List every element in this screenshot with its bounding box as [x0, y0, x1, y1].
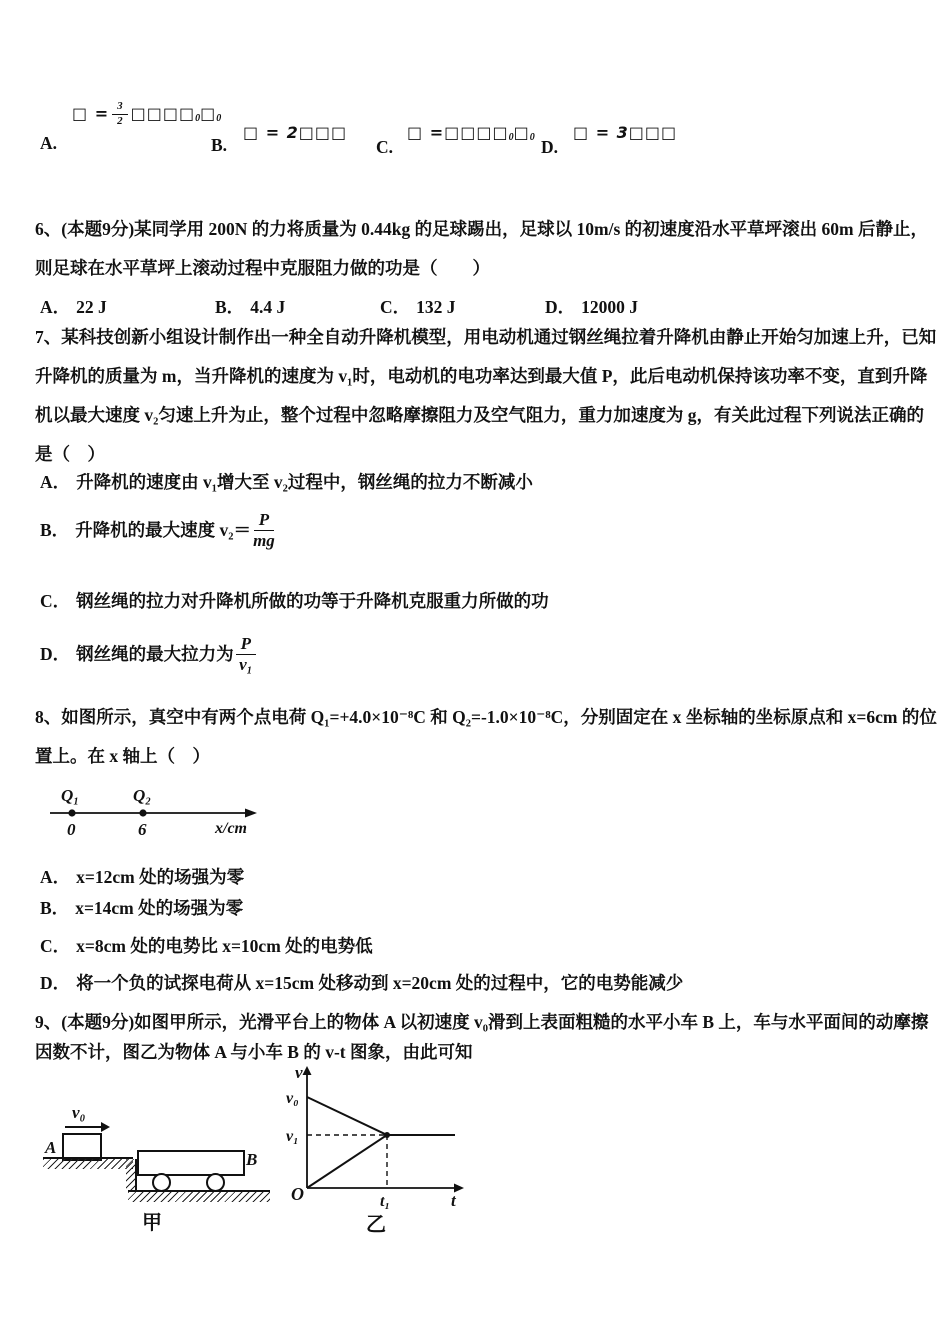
formula-box: □ [513, 123, 530, 142]
charge-q1-label: Q₁ [61, 786, 80, 805]
charge-q2-label: Q₂ [133, 786, 152, 805]
option-text: 12000 J [581, 297, 639, 317]
t1-tick-label: t₁ [380, 1193, 391, 1210]
q6-option-a [40, 296, 107, 318]
charge-axis-diagram [45, 781, 275, 843]
question-9-line-2: 因数不计，图乙为物体 A 与小车 B 的 v-t 图象，由此可知 [35, 1042, 473, 1062]
origin-label: O [291, 1184, 304, 1204]
option-letter: C． [380, 297, 411, 317]
axis-unit-label: x/cm [215, 820, 247, 837]
velocity-arrow-shaft [65, 1126, 103, 1128]
option-text: 4.4 J [250, 297, 286, 317]
accelerating-line-b [307, 1135, 387, 1188]
formula-subscript: 0 [508, 132, 514, 143]
q7-option-c [40, 590, 549, 612]
option-letter: B． [40, 520, 70, 540]
q6-option-d [545, 296, 638, 318]
fraction-denominator: 2 [117, 114, 123, 127]
option-letter: C． [40, 591, 71, 611]
formula-boxes: □□□□ [130, 104, 196, 124]
option-text: 将一个负的试探电荷从 x=15cm 处移动到 x=20cm 处的过程中，它的电势能减少 [76, 973, 684, 993]
platform-step-edge [126, 1159, 137, 1191]
fraction [112, 101, 128, 127]
q5-option-d-label [541, 136, 558, 158]
option-letter: C. [376, 137, 394, 157]
v1-tick-label: v₁ [286, 1128, 299, 1145]
formula-boxes: □□□□ [444, 123, 509, 142]
q5-option-c-formula [407, 122, 535, 144]
option-letter: C． [40, 936, 71, 956]
cart-b [137, 1150, 245, 1176]
q5-option-c-label [376, 136, 393, 158]
cart-b-label: B [246, 1150, 258, 1169]
charge-q2-dot [139, 809, 146, 816]
formula-lhs: □ = [72, 104, 110, 124]
option-text: x=12cm 处的场强为零 [76, 867, 245, 887]
option-text: 132 J [416, 297, 456, 317]
v0-tick-label: v₀ [286, 1090, 299, 1107]
q6-option-b [215, 296, 285, 318]
q5-option-a-formula [72, 101, 221, 127]
lower-ground [128, 1190, 270, 1202]
figure-yi-vt-graph [283, 1062, 483, 1212]
option-text: 22 J [76, 297, 107, 317]
q6-option-c [380, 296, 456, 318]
platform-ground [43, 1157, 133, 1169]
q5-option-b-label [211, 134, 227, 156]
question-7-line-4: 是（ ） [35, 444, 105, 464]
question-6-line-2: 则足球在水平草坪上滚动过程中克服阻力做的功是（ ） [35, 258, 490, 278]
option-letter: A． [40, 867, 71, 887]
q5-option-d-formula: □ = 3□□□ [573, 123, 678, 142]
option-text: 升降机的最大速度 v₂＝ [75, 520, 252, 540]
formula-subscript: 0 [529, 132, 535, 143]
option-letter: A． [40, 297, 71, 317]
decelerating-line-a [307, 1097, 387, 1135]
q5-option-b-formula: □ = 2□□□ [243, 123, 348, 142]
fraction-denominator: v₁ [239, 654, 253, 674]
v-axis-arrowhead [303, 1066, 312, 1075]
question-7-line-2: 升降机的质量为 m，当升降机的速度为 v₁时，电动机的电功率达到最大值 P，此后电动机保持该功率不变，直到升降 [35, 366, 928, 386]
question-9-line-1: 9、(本题9分)如图甲所示，光滑平台上的物体 A 以初速度 v₀滑到上表面粗糙的水平小车 B 上，车与水平面间的动摩擦 [35, 1012, 929, 1032]
formula-lhs: □ = [407, 123, 445, 142]
question-8-line-2: 置上。在 x 轴上（ ） [35, 746, 210, 766]
question-7-line-3: 机以最大速度 v₂匀速上升为止，整个过程中忽略摩擦阻力及空气阻力，重力加速度为 g，有关此过程下列说法正确的 [35, 405, 924, 425]
block-a-label: A [45, 1138, 57, 1157]
option-text: x=14cm 处的场强为零 [75, 898, 244, 918]
charge-q1-dot [68, 809, 75, 816]
option-letter: D． [545, 297, 576, 317]
q7-option-a [40, 471, 533, 493]
q7-option-b [40, 502, 275, 558]
option-letter: A. [40, 133, 58, 153]
fraction-numerator: 3 [112, 101, 128, 115]
formula-subscript: 0 [216, 113, 222, 125]
t-axis-label: t [451, 1191, 456, 1210]
question-6-line-1: 6、(本题9分)某同学用 200N 的力将质量为 0.44kg 的足球踢出，足球以 10m/s 的初速度沿水平草坪滚出 60m 后静止， [35, 219, 928, 239]
fraction-denominator: mg [253, 530, 275, 550]
q8-option-b [40, 897, 243, 919]
fraction [236, 635, 256, 674]
v-axis-label: v [295, 1063, 303, 1082]
fraction-numerator: P [254, 511, 274, 531]
option-letter: A． [40, 472, 71, 492]
option-text: 钢丝绳的最大拉力为 [76, 644, 234, 664]
option-letter: B． [40, 898, 70, 918]
option-text: x=8cm 处的电势比 x=10cm 处的电势低 [76, 936, 373, 956]
q7-option-d [40, 626, 256, 682]
tick-0: 0 [67, 820, 76, 839]
meeting-point-dot [384, 1132, 390, 1138]
figure-yi-caption: 乙 [366, 1214, 386, 1236]
q8-option-c [40, 935, 373, 957]
velocity-arrowhead [101, 1122, 110, 1132]
fraction [253, 511, 275, 550]
formula-subscript: 0 [195, 113, 201, 125]
option-text: 升降机的速度由 v₁增大至 v₂过程中，钢丝绳的拉力不断减小 [76, 472, 533, 492]
option-letter: B． [215, 297, 245, 317]
figure-jia [40, 1100, 280, 1234]
q8-option-a [40, 866, 244, 888]
option-letter: D． [40, 644, 71, 664]
v0-velocity-label: v₀ [72, 1103, 86, 1122]
option-letter: D. [541, 137, 559, 157]
formula-box: □ [200, 104, 217, 124]
option-letter: D． [40, 973, 71, 993]
figure-jia-caption: 甲 [142, 1212, 162, 1234]
q5-option-a-label [40, 132, 57, 154]
option-letter: B. [211, 135, 228, 155]
option-text: 钢丝绳的拉力对升降机所做的功等于升降机克服重力所做的功 [76, 591, 549, 611]
question-7-line-1: 7、某科技创新小组设计制作出一种全自动升降机模型，用电动机通过钢丝绳拉着升降机由静止开始匀加速上升，已知 [35, 327, 937, 347]
q8-option-d [40, 972, 683, 994]
question-8-line-1: 8、如图所示，真空中有两个点电荷 Q₁=+4.0×10⁻⁸C 和 Q₂=-1.0×10⁻⁸C，分别固定在 x 坐标轴的坐标原点和 x=6cm 的位 [35, 707, 937, 727]
tick-6: 6 [138, 820, 147, 839]
axis-arrowhead [245, 809, 257, 818]
fraction-numerator: P [236, 635, 256, 655]
